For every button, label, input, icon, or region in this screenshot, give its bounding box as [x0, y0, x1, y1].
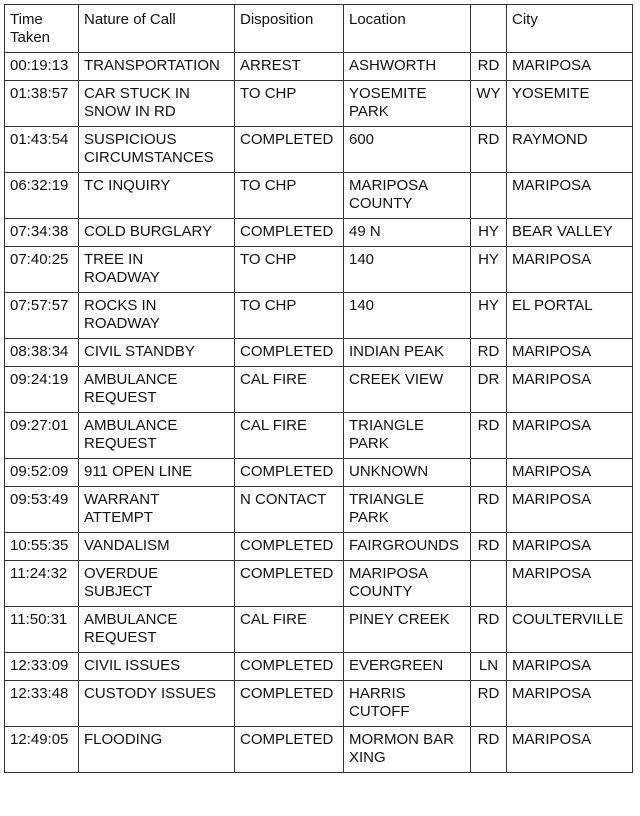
- cell-time-taken: 11:50:31: [5, 607, 79, 653]
- cell-disposition: COMPLETED: [235, 653, 344, 681]
- cell-location: TRIANGLE PARK: [344, 413, 471, 459]
- cell-city: MARIPOSA: [507, 367, 633, 413]
- cell-disposition: COMPLETED: [235, 533, 344, 561]
- table-row: [5, 533, 633, 561]
- cell-street-suffix: HY: [471, 247, 507, 293]
- cell-city: MARIPOSA: [507, 413, 633, 459]
- cell-nature-of-call: TRANSPORTATION: [79, 53, 235, 81]
- cell-disposition: TO CHP: [235, 293, 344, 339]
- table-row: [5, 127, 633, 173]
- cell-time-taken: 09:24:19: [5, 367, 79, 413]
- cell-nature-of-call: VANDALISM: [79, 533, 235, 561]
- cell-city: MARIPOSA: [507, 561, 633, 607]
- cell-nature-of-call: WARRANT ATTEMPT: [79, 487, 235, 533]
- cell-location: MARIPOSA COUNTY: [344, 173, 471, 219]
- cell-location: 49 N: [344, 219, 471, 247]
- cell-disposition: COMPLETED: [235, 127, 344, 173]
- cell-nature-of-call: 911 OPEN LINE: [79, 459, 235, 487]
- table-row: [5, 53, 633, 81]
- cell-disposition: ARREST: [235, 53, 344, 81]
- table-row: [5, 339, 633, 367]
- cell-disposition: CAL FIRE: [235, 607, 344, 653]
- cell-time-taken: 12:49:05: [5, 727, 79, 773]
- cell-city: MARIPOSA: [507, 533, 633, 561]
- cell-time-taken: 07:57:57: [5, 293, 79, 339]
- cell-location: ASHWORTH: [344, 53, 471, 81]
- cell-time-taken: 11:24:32: [5, 561, 79, 607]
- cell-location: MORMON BAR XING: [344, 727, 471, 773]
- cell-time-taken: 09:53:49: [5, 487, 79, 533]
- cell-disposition: TO CHP: [235, 173, 344, 219]
- cell-city: MARIPOSA: [507, 53, 633, 81]
- cell-location: UNKNOWN: [344, 459, 471, 487]
- cell-street-suffix: [471, 173, 507, 219]
- cell-disposition: COMPLETED: [235, 727, 344, 773]
- cell-street-suffix: RD: [471, 533, 507, 561]
- cell-time-taken: 07:34:38: [5, 219, 79, 247]
- cell-location: YOSEMITE PARK: [344, 81, 471, 127]
- cell-street-suffix: LN: [471, 653, 507, 681]
- cell-location: 140: [344, 247, 471, 293]
- cell-city: MARIPOSA: [507, 247, 633, 293]
- cell-nature-of-call: CIVIL ISSUES: [79, 653, 235, 681]
- cell-street-suffix: RD: [471, 413, 507, 459]
- cell-location: MARIPOSA COUNTY: [344, 561, 471, 607]
- cell-disposition: COMPLETED: [235, 681, 344, 727]
- cell-location: INDIAN PEAK: [344, 339, 471, 367]
- cell-disposition: N CONTACT: [235, 487, 344, 533]
- cell-street-suffix: RD: [471, 607, 507, 653]
- cell-street-suffix: RD: [471, 727, 507, 773]
- cell-nature-of-call: AMBULANCE REQUEST: [79, 413, 235, 459]
- header-street-suffix: [471, 5, 507, 53]
- cell-city: MARIPOSA: [507, 653, 633, 681]
- header-nature-of-call: Nature of Call: [79, 5, 235, 53]
- cell-location: PINEY CREEK: [344, 607, 471, 653]
- cell-time-taken: 09:52:09: [5, 459, 79, 487]
- table-row: [5, 681, 633, 727]
- cell-nature-of-call: SUSPICIOUS CIRCUMSTANCES: [79, 127, 235, 173]
- table-row: [5, 247, 633, 293]
- cell-time-taken: 00:19:13: [5, 53, 79, 81]
- header-row: [5, 5, 633, 53]
- cell-city: BEAR VALLEY: [507, 219, 633, 247]
- cell-street-suffix: HY: [471, 219, 507, 247]
- cell-time-taken: 12:33:09: [5, 653, 79, 681]
- cell-time-taken: 08:38:34: [5, 339, 79, 367]
- cell-nature-of-call: OVERDUE SUBJECT: [79, 561, 235, 607]
- cell-street-suffix: [471, 459, 507, 487]
- cell-city: EL PORTAL: [507, 293, 633, 339]
- header-city: City: [507, 5, 633, 53]
- cell-disposition: TO CHP: [235, 81, 344, 127]
- cell-nature-of-call: CUSTODY ISSUES: [79, 681, 235, 727]
- cell-city: MARIPOSA: [507, 459, 633, 487]
- cell-disposition: COMPLETED: [235, 459, 344, 487]
- cell-city: MARIPOSA: [507, 487, 633, 533]
- cell-city: MARIPOSA: [507, 681, 633, 727]
- header-time-taken: Time Taken: [5, 5, 79, 53]
- cell-nature-of-call: COLD BURGLARY: [79, 219, 235, 247]
- call-log-table: [4, 4, 633, 773]
- cell-street-suffix: RD: [471, 681, 507, 727]
- table-row: [5, 487, 633, 533]
- cell-city: MARIPOSA: [507, 173, 633, 219]
- cell-disposition: COMPLETED: [235, 219, 344, 247]
- cell-nature-of-call: ROCKS IN ROADWAY: [79, 293, 235, 339]
- cell-nature-of-call: CAR STUCK IN SNOW IN RD: [79, 81, 235, 127]
- cell-disposition: COMPLETED: [235, 339, 344, 367]
- cell-time-taken: 07:40:25: [5, 247, 79, 293]
- cell-location: 600: [344, 127, 471, 173]
- cell-nature-of-call: AMBULANCE REQUEST: [79, 367, 235, 413]
- cell-nature-of-call: TC INQUIRY: [79, 173, 235, 219]
- cell-nature-of-call: TREE IN ROADWAY: [79, 247, 235, 293]
- table-row: [5, 173, 633, 219]
- cell-location: EVERGREEN: [344, 653, 471, 681]
- header-location: Location: [344, 5, 471, 53]
- cell-time-taken: 12:33:48: [5, 681, 79, 727]
- table-body: [5, 53, 633, 773]
- table-row: [5, 561, 633, 607]
- cell-time-taken: 01:38:57: [5, 81, 79, 127]
- cell-street-suffix: HY: [471, 293, 507, 339]
- cell-time-taken: 06:32:19: [5, 173, 79, 219]
- cell-disposition: COMPLETED: [235, 561, 344, 607]
- cell-nature-of-call: FLOODING: [79, 727, 235, 773]
- table-row: [5, 367, 633, 413]
- cell-location: CREEK VIEW: [344, 367, 471, 413]
- cell-city: MARIPOSA: [507, 727, 633, 773]
- table-row: [5, 81, 633, 127]
- header-disposition: Disposition: [235, 5, 344, 53]
- cell-street-suffix: RD: [471, 487, 507, 533]
- cell-street-suffix: RD: [471, 53, 507, 81]
- cell-location: HARRIS CUTOFF: [344, 681, 471, 727]
- cell-disposition: CAL FIRE: [235, 413, 344, 459]
- cell-disposition: TO CHP: [235, 247, 344, 293]
- cell-time-taken: 10:55:35: [5, 533, 79, 561]
- cell-street-suffix: RD: [471, 339, 507, 367]
- cell-location: FAIRGROUNDS: [344, 533, 471, 561]
- cell-location: TRIANGLE PARK: [344, 487, 471, 533]
- cell-city: MARIPOSA: [507, 339, 633, 367]
- cell-time-taken: 01:43:54: [5, 127, 79, 173]
- cell-city: RAYMOND: [507, 127, 633, 173]
- cell-city: YOSEMITE: [507, 81, 633, 127]
- table-row: [5, 727, 633, 773]
- table-row: [5, 653, 633, 681]
- table-row: [5, 413, 633, 459]
- table-row: [5, 607, 633, 653]
- table-row: [5, 459, 633, 487]
- table-row: [5, 219, 633, 247]
- cell-nature-of-call: CIVIL STANDBY: [79, 339, 235, 367]
- cell-street-suffix: WY: [471, 81, 507, 127]
- table-row: [5, 293, 633, 339]
- cell-disposition: CAL FIRE: [235, 367, 344, 413]
- cell-city: COULTERVILLE: [507, 607, 633, 653]
- cell-street-suffix: [471, 561, 507, 607]
- cell-location: 140: [344, 293, 471, 339]
- cell-street-suffix: RD: [471, 127, 507, 173]
- cell-nature-of-call: AMBULANCE REQUEST: [79, 607, 235, 653]
- cell-street-suffix: DR: [471, 367, 507, 413]
- cell-time-taken: 09:27:01: [5, 413, 79, 459]
